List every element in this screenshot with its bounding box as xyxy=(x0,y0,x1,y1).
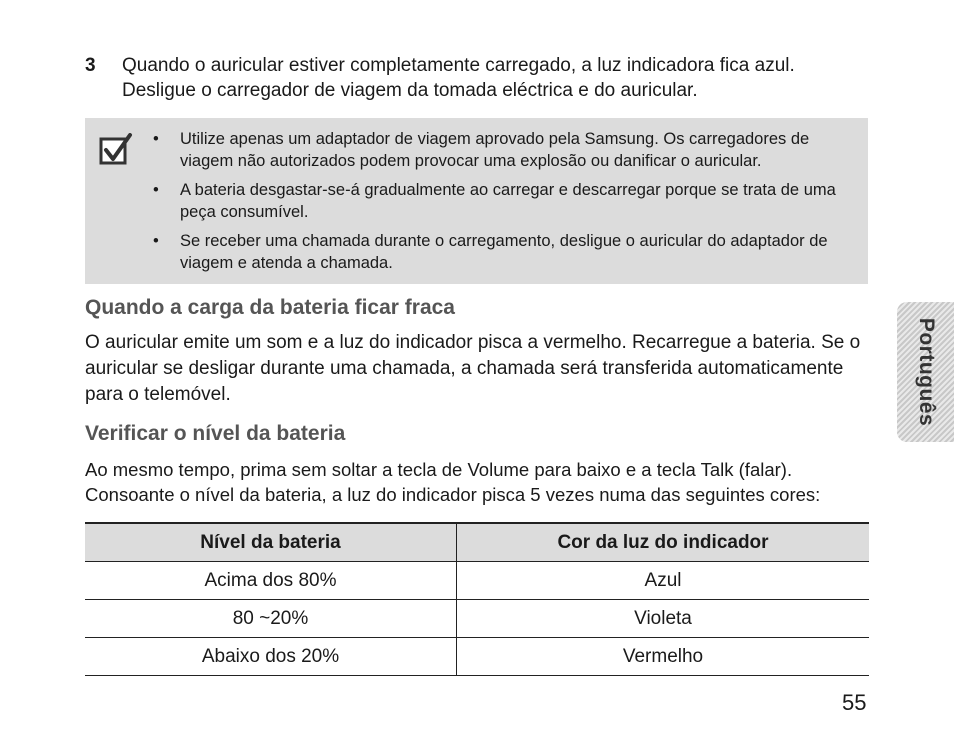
note-item-text: Utilize apenas um adaptador de viagem aprovado pela Samsung. Os carregadores de viagem não autorizados podem provocar uma explosão ou danificar o auricular. xyxy=(180,130,810,170)
language-side-tab xyxy=(897,302,954,442)
note-item-text: Se receber uma chamada durante o carregamento, desligue o auricular do adaptador de viagem e atenda a chamada. xyxy=(180,232,828,272)
table-cell: Abaixo dos 20% xyxy=(85,638,457,676)
step-text: Quando o auricular estiver completamente carregado, a luz indicadora fica azul. Desligue o carregador de viagem da tomada eléctrica e do auricular. xyxy=(122,55,795,101)
table-cell: Acima dos 80% xyxy=(85,562,457,600)
table-row xyxy=(85,600,869,638)
battery-level-table xyxy=(85,522,869,676)
step-number: 3 xyxy=(85,55,96,76)
note-list xyxy=(153,128,863,281)
bullet: • xyxy=(153,130,159,148)
table-row xyxy=(85,638,869,676)
section-heading-check-battery: Verificar o nível da bateria xyxy=(85,422,346,445)
table-row xyxy=(85,562,869,600)
table-cell: Azul xyxy=(457,562,870,600)
table-header-row xyxy=(85,523,869,562)
page-number: 55 xyxy=(842,690,867,715)
bullet: • xyxy=(153,181,159,199)
note-item-text: A bateria desgastar-se-á gradualmente ao carregar e descarregar porque se trata de uma peça consumível. xyxy=(180,181,836,221)
checkbox-check-icon xyxy=(99,133,133,167)
table-cell: 80 ~20% xyxy=(85,600,457,638)
note-item xyxy=(153,128,863,172)
note-box xyxy=(85,118,868,284)
section-body-check-battery: Ao mesmo tempo, prima sem soltar a tecla de Volume para baixo e a tecla Talk (falar). Consoante o nível da bateria, a luz do indicador pisca 5 vezes numa das seguintes cores: xyxy=(85,459,821,505)
table-cell: Violeta xyxy=(457,600,870,638)
bullet: • xyxy=(153,232,159,250)
section-body-low-battery: O auricular emite um som e a luz do indicador pisca a vermelho. Recarregue a bateria. Se o auricular se desligar durante uma chamada, a chamada será transferida automaticamente para o telemóvel. xyxy=(85,332,861,405)
table-header-cell: Nível da bateria xyxy=(85,523,457,562)
table-cell: Vermelho xyxy=(457,638,870,676)
table-header-cell: Cor da luz do indicador xyxy=(457,523,870,562)
language-side-tab-label: Português xyxy=(914,317,938,427)
note-item xyxy=(153,179,863,223)
note-item xyxy=(153,230,863,274)
section-heading-low-battery: Quando a carga da bateria ficar fraca xyxy=(85,296,455,319)
